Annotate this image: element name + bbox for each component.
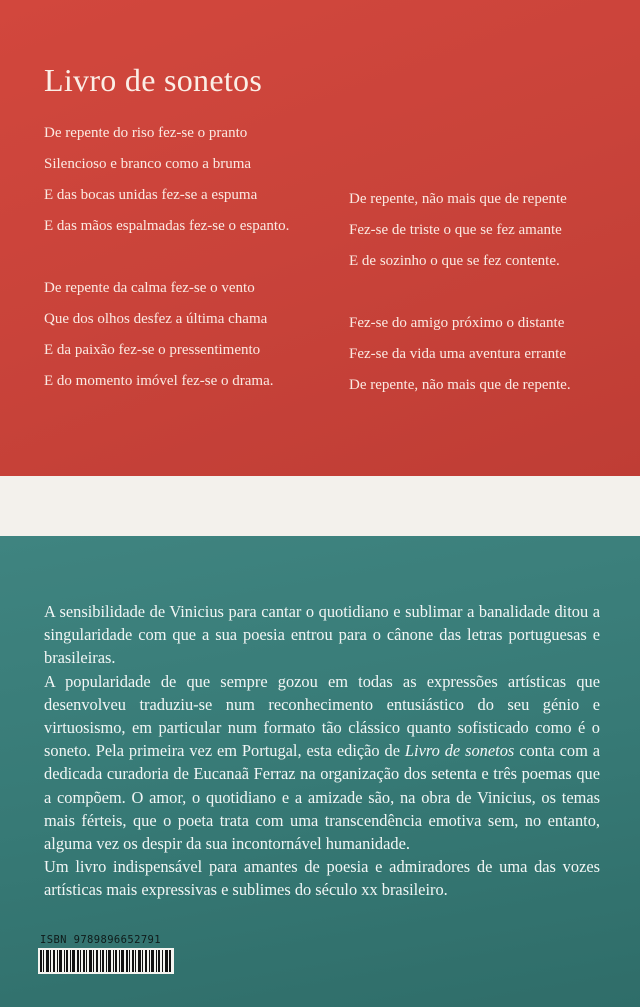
blurb-paragraph: Um livro indispensável para amantes de poesia e admiradores de uma das vozes artísticas mais expressivas e sublimes do século xx brasileiro. (44, 857, 600, 900)
poem-line: Silencioso e branco como a bruma (44, 156, 252, 172)
poem-line: Fez-se de triste o que se fez amante (349, 222, 562, 238)
poem-line: Fez-se do amigo próximo o distante (349, 315, 565, 331)
blurb-paragraph (44, 670, 600, 856)
poem-line: De repente, não mais que de repente (349, 191, 567, 207)
book-title: Livro de sonetos (44, 62, 263, 98)
barcode (38, 948, 174, 974)
red-top-panel (0, 0, 640, 476)
poem-line: Fez-se da vida uma aventura errante (349, 346, 566, 362)
sonnet-left-column (44, 118, 289, 397)
sonnet-right-column (349, 184, 571, 401)
cream-band (0, 476, 640, 536)
poem-line: E da paixão fez-se o pressentimento (44, 342, 261, 358)
barcode-icon (38, 948, 174, 974)
blurb-text-run: conta com a dedicada curadoria de Eucanaã Ferraz na organização dos setenta e três poemas que a compõem. O amor, o quotidiano e a amizade são, na obra de Vinicius, os temas mais férteis, que o poeta trata com uma transcendência emotiva sem, no entanto, alguma vez os despir da sua incontornável humanidade. (44, 741, 601, 854)
blurb-text (44, 600, 600, 902)
poem-line: De repente, não mais que de repente. (349, 377, 571, 393)
poem-line: De repente da calma fez-se o vento (44, 280, 255, 296)
poem-line: E das bocas unidas fez-se a espuma (44, 187, 258, 203)
blurb-book-title: Livro de sonetos (404, 741, 515, 761)
poem-line: E de sozinho o que se fez contente. (349, 253, 560, 269)
blurb-paragraph: A sensibilidade de Vinicius para cantar o quotidiano e sublimar a banalidade ditou a singularidade com que a sua poesia entrou para o cânone das letras portuguesas e brasileiras. (44, 602, 600, 668)
blurb-text-run: A popularidade de que sempre gozou em todas as expressões artísticas que desenvolveu traduziu-se num reconhecimento entusiástico do seu génio e virtuosismo, em particular num formato tão clássico quanto sofisticado como é o soneto. Pela primeira vez em Portugal, esta edição de (44, 671, 600, 761)
poem-line: E do momento imóvel fez-se o drama. (44, 373, 274, 389)
poem-line: Que dos olhos desfez a última chama (44, 311, 268, 327)
isbn-label: ISBN 9789896652791 (40, 934, 161, 946)
poem-line: De repente do riso fez-se o pranto (44, 125, 248, 141)
poem-line: E das mãos espalmadas fez-se o espanto. (44, 218, 290, 234)
